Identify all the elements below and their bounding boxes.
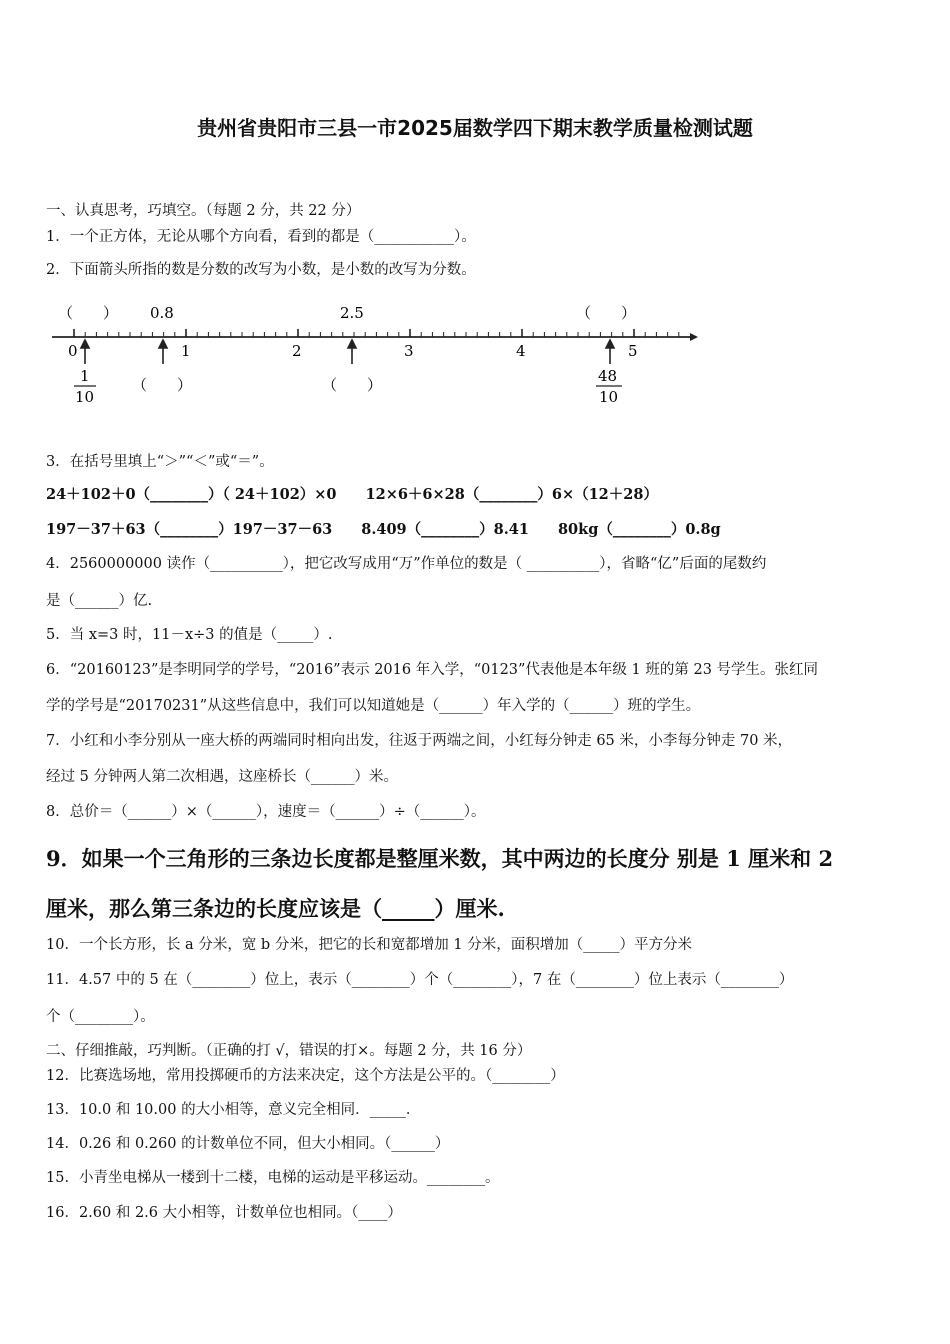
question-3-row-1: 24＋102＋0（________）（ 24＋102）×0 12×6＋6×28（________）6×（12＋28） bbox=[46, 486, 658, 503]
tick-label-4: 4 bbox=[516, 342, 526, 360]
question-9-line-1: 9．如果一个三角形的三条边长度都是整厘米数，其中两边的长度分 别是 1 厘米和 2 bbox=[46, 846, 834, 871]
question-11-line-2: 个（________）。 bbox=[46, 1009, 155, 1025]
question-16: 16．2.60 和 2.6 大小相等，计数单位也相同。（____） bbox=[46, 1205, 402, 1221]
tick-label-2: 2 bbox=[292, 342, 302, 360]
number-line-arrowhead bbox=[690, 333, 698, 341]
question-5: 5．当 x=3 时，11－x÷3 的值是（_____）. bbox=[46, 627, 333, 643]
question-1: 1．一个正方体，无论从哪个方向看，看到的都是（___________）。 bbox=[46, 229, 476, 245]
top-blank-2: （ ） bbox=[576, 304, 637, 322]
question-4-line-1: 4．2560000000 读作（__________），把它改写成用“万”作单位的数是（ __________），省略“亿”后面的尾数约 bbox=[46, 556, 767, 572]
question-6-line-1: 6．“20160123”是李明同学的学号，“2016”表示 2016 年入学，“0123”代表他是本年级 1 班的第 23 号学生。张红同 bbox=[46, 662, 819, 678]
question-8: 8．总价＝（______）×（______），速度＝（______）÷（______）。 bbox=[46, 804, 486, 820]
question-7-line-1: 7．小红和小李分别从一座大桥的两端同时相向出发，往返于两端之间，小红每分钟走 65 米，小李每分钟走 70 米， bbox=[46, 733, 793, 749]
tick-label-1: 1 bbox=[181, 342, 191, 360]
question-13: 13．10.0 和 10.00 的大小相等，意义完全相同．_____． bbox=[46, 1102, 421, 1118]
arrowhead-4 bbox=[606, 340, 614, 348]
question-7-line-2: 经过 5 分钟两人第二次相遇，这座桥长（______）米。 bbox=[46, 769, 398, 785]
bottom-blank-2: （ ） bbox=[322, 376, 383, 394]
tick-label-3: 3 bbox=[404, 342, 414, 360]
section2-heading: 二、仔细推敲，巧判断。（正确的打 √，错误的打×。每题 2 分，共 16 分） bbox=[46, 1043, 532, 1059]
arrowhead-2 bbox=[159, 340, 167, 348]
top-label-2.5: 2.5 bbox=[340, 304, 364, 322]
top-label-0.8: 0.8 bbox=[150, 304, 174, 322]
question-11-line-1: 11．4.57 中的 5 在（________）位上，表示（________）个（________），7 在（________）位上表示（________） bbox=[46, 972, 794, 988]
question-6-line-2: 学的学号是“20170231”从这些信息中，我们可以知道她是（______）年入学的（______）班的学生。 bbox=[46, 698, 701, 714]
question-4-line-2: 是（______）亿. bbox=[46, 593, 153, 609]
arrowhead-3 bbox=[348, 340, 356, 348]
number-line-figure bbox=[46, 296, 706, 416]
question-15: 15．小青坐电梯从一楼到十二楼，电梯的运动是平移运动。________。 bbox=[46, 1170, 500, 1186]
page-title: 贵州省贵阳市三县一市2025届数学四下期末教学质量检测试题 bbox=[197, 116, 753, 140]
question-3: 3．在括号里填上“＞”“＜”或“＝”。 bbox=[46, 454, 274, 470]
question-14: 14．0.26 和 0.260 的计数单位不同，但大小相同。（______） bbox=[46, 1136, 450, 1152]
number-line-ticks bbox=[74, 329, 679, 337]
question-2: 2．下面箭头所指的数是分数的改写为小数，是小数的改写为分数。 bbox=[46, 262, 476, 278]
frac-b-denominator: 10 bbox=[599, 388, 619, 406]
frac-a-denominator: 10 bbox=[75, 388, 95, 406]
section1-heading: 一、认真思考，巧填空。（每题 2 分，共 22 分） bbox=[46, 203, 361, 219]
tick-label-0: 0 bbox=[68, 342, 78, 360]
top-blank-1: （ ） bbox=[58, 304, 119, 322]
bottom-blank-1: （ ） bbox=[132, 376, 193, 394]
frac-a-numerator: 1 bbox=[80, 367, 90, 385]
tick-label-5: 5 bbox=[628, 342, 638, 360]
frac-b-numerator: 48 bbox=[598, 367, 618, 385]
question-12: 12．比赛选场地，常用投掷硬币的方法来决定，这个方法是公平的。（________） bbox=[46, 1068, 565, 1084]
question-9-line-2: 厘米，那么第三条边的长度应该是（_____）厘米. bbox=[46, 896, 505, 921]
question-10: 10．一个长方形，长 a 分米，宽 b 分米，把它的长和宽都增加 1 分米，面积增加（_____）平方分米 bbox=[46, 937, 693, 953]
arrowhead-1 bbox=[81, 340, 89, 348]
question-3-row-2: 197－37＋63（________）197－37－63 8.409（________）8.41 80kg（________）0.8g bbox=[46, 521, 721, 538]
